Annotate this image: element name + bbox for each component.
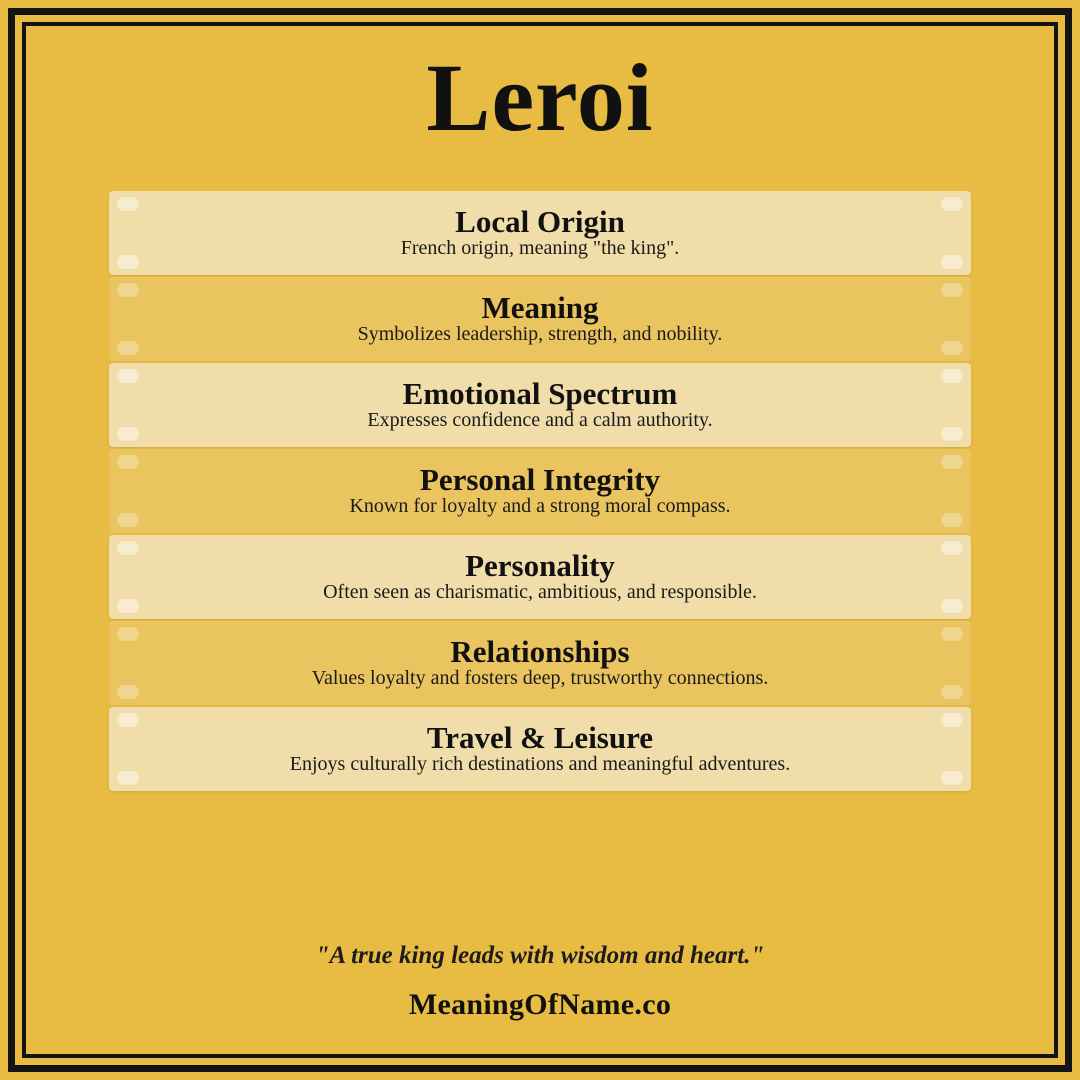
card-knob-icon xyxy=(117,455,139,469)
card-knob-icon xyxy=(117,627,139,641)
card-knob-icon xyxy=(117,341,139,355)
brand-name: MeaningOfName.co xyxy=(408,988,672,1021)
card-knob-icon xyxy=(941,197,963,211)
section-card xyxy=(109,621,971,705)
card-knob-icon xyxy=(941,341,963,355)
card-knob-icon xyxy=(941,369,963,383)
poster-footer xyxy=(30,942,1050,1050)
poster-content xyxy=(30,30,1050,1050)
section-title: Personal Integrity xyxy=(419,462,661,498)
quote-text: "A true king leads with wisdom and heart." xyxy=(315,942,765,969)
section-description: French origin, meaning "the king". xyxy=(400,237,680,260)
section-title: Personality xyxy=(465,548,615,584)
section-description: Values loyalty and fosters deep, trustworthy connections. xyxy=(311,667,769,690)
section-card xyxy=(109,191,971,275)
card-knob-icon xyxy=(117,283,139,297)
card-knob-icon xyxy=(941,283,963,297)
card-knob-icon xyxy=(941,599,963,613)
card-knob-icon xyxy=(941,255,963,269)
card-knob-icon xyxy=(941,713,963,727)
section-card xyxy=(109,363,971,447)
card-knob-icon xyxy=(117,541,139,555)
card-knob-icon xyxy=(941,541,963,555)
card-knob-icon xyxy=(941,685,963,699)
card-knob-icon xyxy=(941,513,963,527)
card-knob-icon xyxy=(117,427,139,441)
section-description: Often seen as charismatic, ambitious, and responsible. xyxy=(323,581,757,604)
section-title: Local Origin xyxy=(455,204,625,240)
page-title: Leroi xyxy=(426,44,654,151)
card-knob-icon xyxy=(117,685,139,699)
card-knob-icon xyxy=(941,455,963,469)
card-knob-icon xyxy=(941,427,963,441)
card-knob-icon xyxy=(117,197,139,211)
section-description: Known for loyalty and a strong moral compass. xyxy=(349,495,731,518)
section-card xyxy=(109,449,971,533)
card-knob-icon xyxy=(941,771,963,785)
section-card xyxy=(109,535,971,619)
section-card-list xyxy=(30,191,1050,791)
section-card xyxy=(109,707,971,791)
card-knob-icon xyxy=(117,513,139,527)
card-knob-icon xyxy=(941,627,963,641)
section-title: Meaning xyxy=(481,290,599,326)
section-card xyxy=(109,277,971,361)
section-title: Relationships xyxy=(450,634,630,670)
card-knob-icon xyxy=(117,771,139,785)
section-description: Symbolizes leadership, strength, and nobility. xyxy=(357,323,723,346)
card-knob-icon xyxy=(117,369,139,383)
section-title: Travel & Leisure xyxy=(426,720,654,756)
card-knob-icon xyxy=(117,599,139,613)
card-knob-icon xyxy=(117,255,139,269)
section-description: Enjoys culturally rich destinations and meaningful adventures. xyxy=(289,753,791,776)
section-title: Emotional Spectrum xyxy=(402,376,678,412)
section-description: Expresses confidence and a calm authority. xyxy=(367,409,713,432)
card-knob-icon xyxy=(117,713,139,727)
